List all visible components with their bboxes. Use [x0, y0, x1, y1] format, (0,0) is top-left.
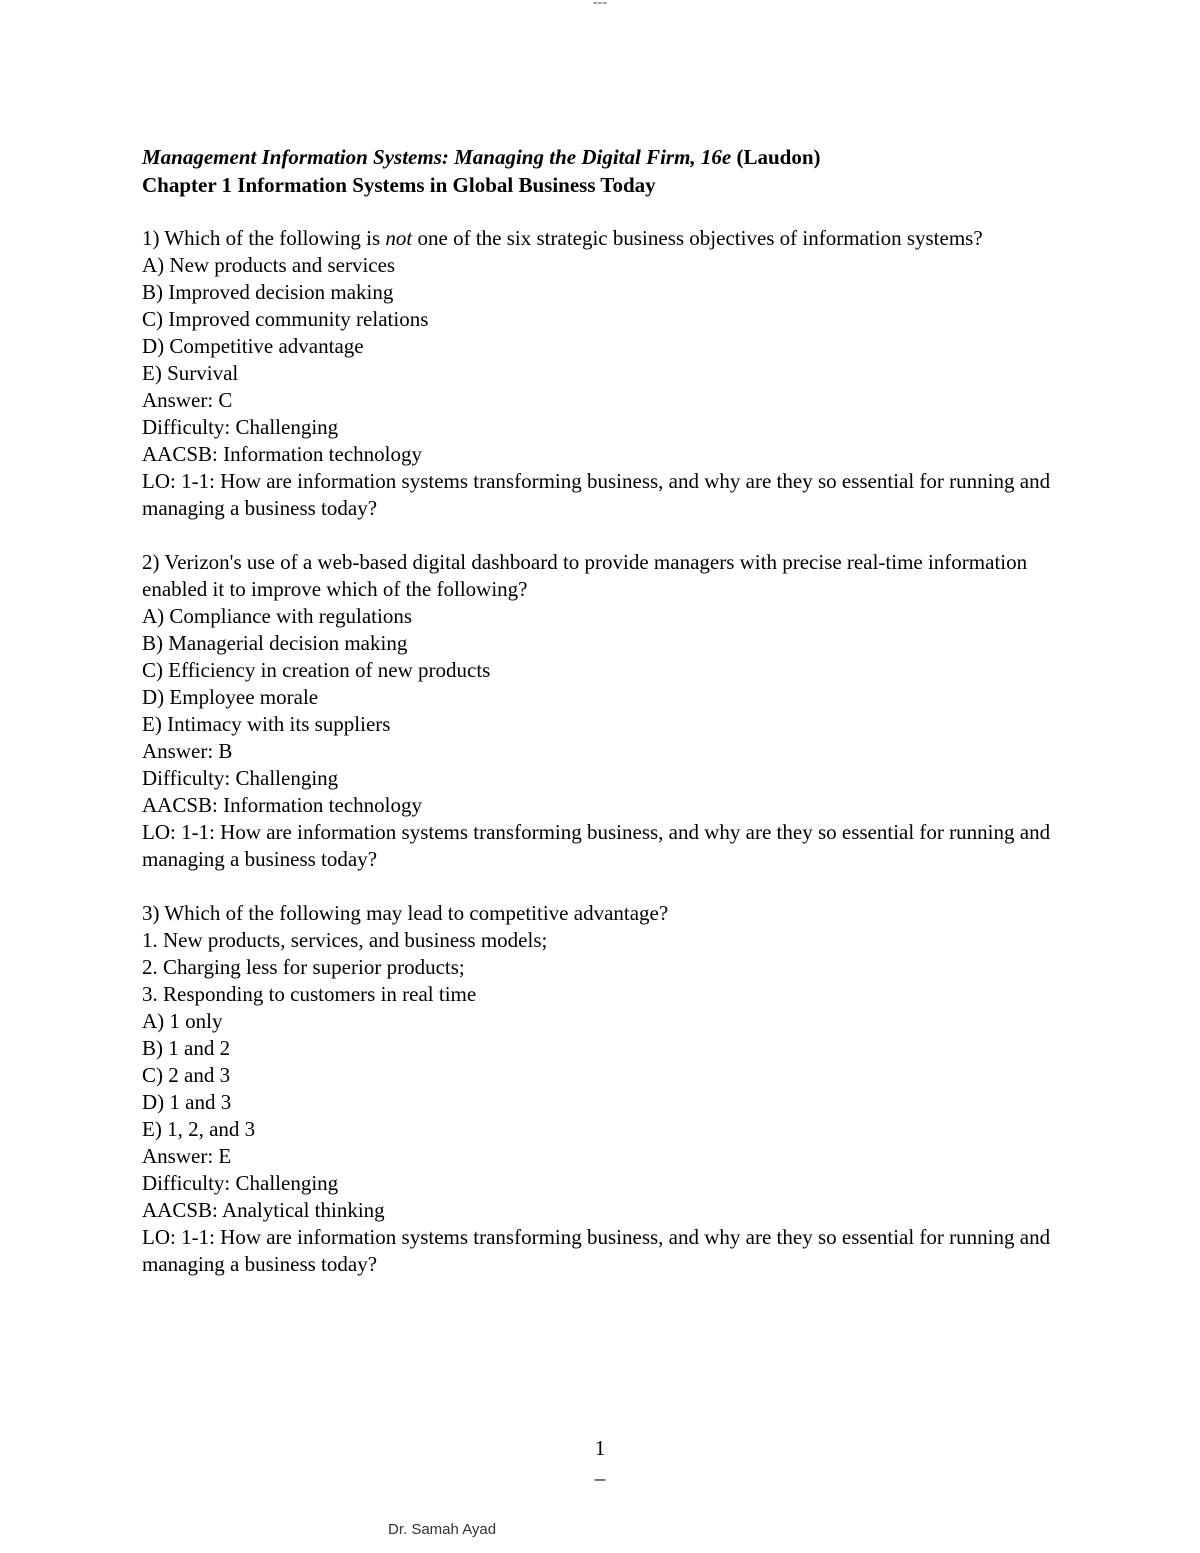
statement-3: 3. Responding to customers in real time	[142, 982, 477, 1006]
option-a: A) Compliance with regulations	[142, 604, 413, 628]
book-header	[142, 143, 1072, 171]
option-c: C) Improved community relations	[142, 307, 429, 331]
statement-1: 1. New products, services, and business models;	[142, 928, 548, 952]
question-stem: 3) Which of the following may lead to competitive advantage?	[142, 901, 669, 925]
learning-objective: LO: 1-1: How are information systems transforming business, and why are they so essential for running and managing a business today?	[142, 820, 1051, 871]
option-d: D) Competitive advantage	[142, 334, 364, 358]
chapter-title: Chapter 1 Information Systems in Global Business Today	[142, 173, 656, 197]
answer: Answer: E	[142, 1144, 232, 1168]
aacsb: AACSB: Analytical thinking	[142, 1198, 385, 1222]
page-dash: –	[594, 1466, 606, 1490]
author-credit: Dr. Samah Ayad	[388, 1521, 497, 1538]
question-1	[142, 225, 1072, 522]
option-a: A) 1 only	[142, 1009, 223, 1033]
option-e: E) Survival	[142, 361, 239, 385]
top-page-mark: ---	[593, 0, 607, 10]
question-3	[142, 900, 1072, 1278]
aacsb: AACSB: Information technology	[142, 793, 422, 817]
option-e: E) Intimacy with its suppliers	[142, 712, 391, 736]
aacsb: AACSB: Information technology	[142, 442, 422, 466]
document-content	[142, 143, 1072, 1305]
option-b: B) Managerial decision making	[142, 631, 408, 655]
option-e: E) 1, 2, and 3	[142, 1117, 256, 1141]
option-d: D) Employee morale	[142, 685, 319, 709]
answer: Answer: B	[142, 739, 233, 763]
option-c: C) 2 and 3	[142, 1063, 231, 1087]
question-stem: 2) Verizon's use of a web-based digital dashboard to provide managers with precise real-time information enabled it to improve which of the following?	[142, 550, 1028, 601]
question-2	[142, 549, 1072, 873]
option-b: B) Improved decision making	[142, 280, 394, 304]
difficulty: Difficulty: Challenging	[142, 415, 339, 439]
difficulty: Difficulty: Challenging	[142, 766, 339, 790]
page-number: 1	[594, 1436, 606, 1460]
book-author: (Laudon)	[736, 145, 821, 169]
answer: Answer: C	[142, 388, 233, 412]
option-a: A) New products and services	[142, 253, 396, 277]
option-d: D) 1 and 3	[142, 1090, 232, 1114]
difficulty: Difficulty: Challenging	[142, 1171, 339, 1195]
learning-objective: LO: 1-1: How are information systems transforming business, and why are they so essential for running and managing a business today?	[142, 469, 1051, 520]
question-stem: 1) Which of the following is not one of the six strategic business objectives of information systems?	[142, 226, 983, 250]
option-c: C) Efficiency in creation of new products	[142, 658, 491, 682]
learning-objective: LO: 1-1: How are information systems transforming business, and why are they so essential for running and managing a business today?	[142, 1225, 1051, 1276]
option-b: B) 1 and 2	[142, 1036, 231, 1060]
emphasis-not: not	[385, 226, 413, 250]
statement-2: 2. Charging less for superior products;	[142, 955, 465, 979]
book-title: Management Information Systems: Managing the Digital Firm, 16e	[142, 145, 732, 169]
